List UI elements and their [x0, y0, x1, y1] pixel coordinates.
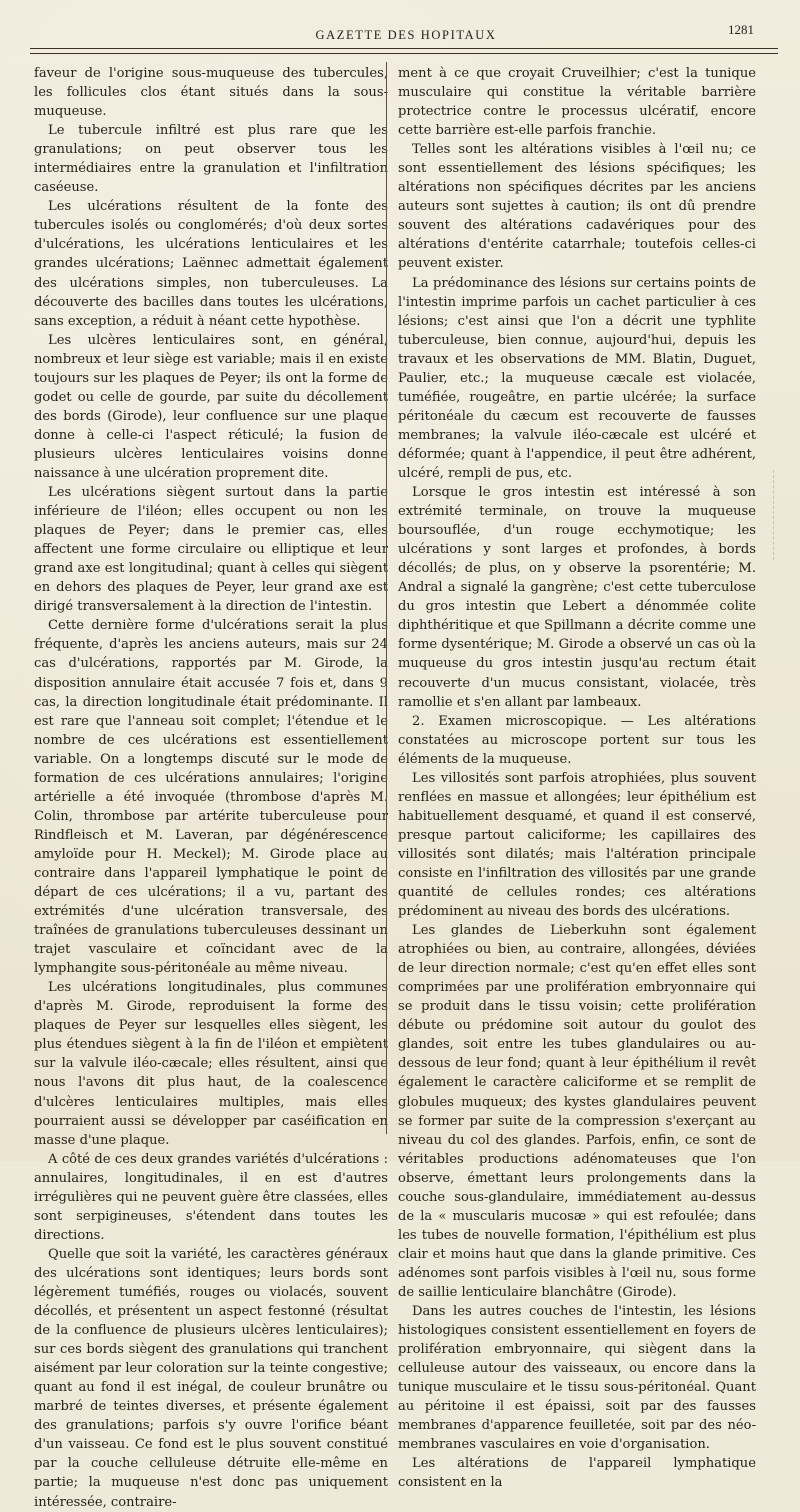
- paragraph: Cette dernière forme d'ulcérations serait la plus fréquente, d'après les anciens auteurs, mais sur 24 cas d'ulcérations, rapportés par M. Girode, la disposition annulaire était accusée 7 fois et, dans 9 cas, la direction longitudinale était prédominante. Il est rare que l'anneau soit complet; l'étendue et le nombre de ces ulcérations est essentiellement variable. On a longtemps discuté sur le mode de formation de ces ulcérations annulaires; l'origine artérielle a été invoquée (thrombose d'après M. Colin, thrombose par artérite tuberculeuse pour Rindfleisch et M. Laveran, par dégénérescence amyloïde pour H. Meckel); M. Girode place au contraire dans l'appareil lymphatique le point de départ de ces ulcérations; il a vu, partant des extrémités d'une ulcération transversale, des traînées de granulations tuberculeuses dessinant un trajet vasculaire et coïncidant avec de la lymphangite sous-péritonéale au même niveau.: [34, 618, 388, 977]
- paragraph: faveur de l'origine sous-muqueuse des tubercules, les follicules clos étant situés dans la sous-muqueuse.: [34, 66, 388, 120]
- paragraph: Les ulcérations résultent de la fonte des tubercules isolés ou conglomérés; d'où deux sortes d'ulcérations, les ulcérations lenticulaires et les grandes ulcérations; Laënnec admettait également des ulcérations simples, non tuberculeuses. La découverte des bacilles dans toutes les ulcérations, sans exception, a réduit à néant cette hypothèse.: [34, 199, 388, 329]
- page-header: [36, 22, 776, 44]
- margin-pencil-mark: [773, 470, 794, 560]
- page-number: 1281: [728, 22, 754, 37]
- paragraph: Dans les autres couches de l'intestin, les lésions histologiques consistent essentiellement en foyers de prolifération embryonnaire, qui siègent dans la celluleuse autour des vaisseaux, ou encore dans la tunique musculaire et le tissu sous-péritonéal. Quant au péritoine il est épaissi, soit par des fausses membranes d'apparence feuilletée, soit par des néo-membranes vasculaires en voie d'organisation.: [398, 1304, 756, 1453]
- paragraph: Le tubercule infiltré est plus rare que les granulations; on peut observer tous les intermédiaires entre la granulation et l'infiltration caséeuse.: [34, 123, 388, 196]
- paragraph: Telles sont les altérations visibles à l'œil nu; ce sont essentiellement des lésions spécifiques; les altérations non spécifiques décrites par les anciens auteurs sont sujettes à caution; ils ont dû prendre souvent des altérations cadavériques pour des altérations d'entérite catarrhale; toutefois celles-ci peuvent exister.: [398, 142, 756, 272]
- paragraph: Les ulcères lenticulaires sont, en général, nombreux et leur siège est variable; mais il en existe toujours sur les plaques de Peyer; ils ont la forme de godet ou celle de gourde, par suite du décollement des bords (Girode), leur confluence sur une plaque donne à celle-ci l'aspect réticulé; la fusion de plusieurs ulcères lenticulaires voisins donne naissance à une ulcération proprement dite.: [34, 332, 388, 481]
- paragraph: Quelle que soit la variété, les caractères généraux des ulcérations sont identiques; leurs bords sont légèrement tuméfiés, rouges ou violacés, souvent décollés, et présentent un aspect festonné (résultat de la confluence de plusieurs ulcères lenticulaires); sur ces bords siègent des granulations qui tranchent aisément par leur coloration sur la teinte congestive; quant au fond il est inégal, de couleur brunâtre ou marbré de teintes diverses, et présente également des granulations; parfois s'y ouvre l'orifice béant d'un vaisseau. Ce fond est le plus souvent constitué par la couche celluleuse détruite elle-même en partie; la muqueuse n'est donc pas uniquement intéressée, contraire-: [34, 1246, 388, 1510]
- right-column: [398, 64, 756, 1493]
- left-column: [34, 64, 388, 1512]
- header-rule: [30, 48, 778, 54]
- paragraph: Les ulcérations longitudinales, plus communes d'après M. Girode, reproduisent la forme des plaques de Peyer sur lesquelles elles siègent, les plus étendues siègent à la fin de l'iléon et empiètent sur la valvule iléo-cæcale; elles résultent, ainsi que nous l'avons dit plus haut, de la coalescence d'ulcères lenticulaires multiples, mais elles pourraient aussi se développer par caséification en masse d'une plaque.: [34, 980, 388, 1148]
- paragraph: A côté de ces deux grandes variétés d'ulcérations : annulaires, longitudinales, il en est d'autres irrégulières qui ne peuvent guère être classées, elles sont serpigineuses, s'étendent dans toutes les directions.: [34, 1151, 388, 1243]
- paragraph: ment à ce que croyait Cruveilhier; c'est la tunique musculaire qui constitue la véritable barrière protectrice contre le processus ulcératif, encore cette barrière est-elle parfois franchie.: [398, 66, 756, 139]
- paragraph: Les glandes de Lieberkuhn sont également atrophiées ou bien, au contraire, allongées, déviées de leur direction normale; c'est qu'en effet elles sont comprimées par une prolifération embryonnaire qui se produit dans le tissu voisin; cette prolifération débute ou prédomine soit autour du goulot des glandes, soit entre les tubes glandulaires ou au-dessous de leur fond; quant à leur épithélium il revêt également le caractère caliciforme et se remplit de globules muqueux; des kystes glandulaires peuvent se former par suite de la compression s'exerçant au niveau du col des glandes. Parfois, enfin, ce sont de véritables productions adénomateuses que l'on observe, émettant leurs prolongements dans la couche sous-glandulaire, immédiatement au-dessus de la « muscularis mucosæ » qui est refoulée; dans les tubes de nouvelle formation, l'épithélium est plus clair et moins haut que dans la glande primitive. Ces adénomes sont parfois visibles à l'œil nu, sous forme de saillie lenticulaire blanchâtre (Girode).: [398, 923, 756, 1300]
- journal-title: GAZETTE DES HOPITAUX: [315, 28, 497, 42]
- paragraph: Lorsque le gros intestin est intéressé à son extrémité terminale, on trouve la muqueuse boursouflée, d'un rouge ecchymotique; les ulcérations y sont larges et profondes, à bords décollés; de plus, on y observe la psorentérie; M. Andral a signalé la gangrène; c'est cette tuberculose du gros intestin que Lebert a dénommée colite diphthéritique et que Spillmann a décrite comme une forme dysentérique; M. Girode a observé un cas où la muqueuse du gros intestin jusqu'au rectum était recouverte d'un mucus consistant, violacée, très ramollie et s'en allant par lambeaux.: [398, 485, 756, 710]
- paragraph: Les ulcérations siègent surtout dans la partie inférieure de l'iléon; elles occupent ou non les plaques de Peyer; dans le premier cas, elles affectent une forme circulaire ou elliptique et leur grand axe est longitudinal; quant à celles qui siègent en dehors des plaques de Peyer, leur grand axe est dirigé transversalement à la direction de l'intestin.: [34, 485, 388, 615]
- section-heading-paragraph: 2. Examen microscopique. — Les altérations constatées au microscope portent sur tous les éléments de la muqueuse.: [398, 713, 756, 767]
- paragraph: Les altérations de l'appareil lymphatique consistent en la: [398, 1456, 756, 1491]
- column-divider: [386, 62, 387, 1134]
- paragraph: La prédominance des lésions sur certains points de l'intestin imprime parfois un cachet particulier à ces lésions; c'est ainsi que l'on a décrit une typhlite tuberculeuse, bien connue, aujourd'hui, depuis les travaux et les observations de MM. Blatin, Duguet, Paulier, etc.; la muqueuse cæcale est violacée, tuméfiée, rougeâtre, en partie ulcérée; la surface péritonéale du cæcum est recouverte de fausses membranes; la valvule iléo-cæcale est ulcéré et déformée; quant à l'appendice, il peut être adhérent, ulcéré, rempli de pus, etc.: [398, 275, 756, 481]
- paragraph: Les villosités sont parfois atrophiées, plus souvent renflées en massue et allongées; leur épithélium est habituellement desquamé, et quand il est conservé, presque partout caliciforme; les capillaires des villosités sont dilatés; mais l'altération principale consiste en l'infiltration des villosités par une grande quantité de cellules rondes; ces altérations prédominent au niveau des bords des ulcérations.: [398, 770, 756, 920]
